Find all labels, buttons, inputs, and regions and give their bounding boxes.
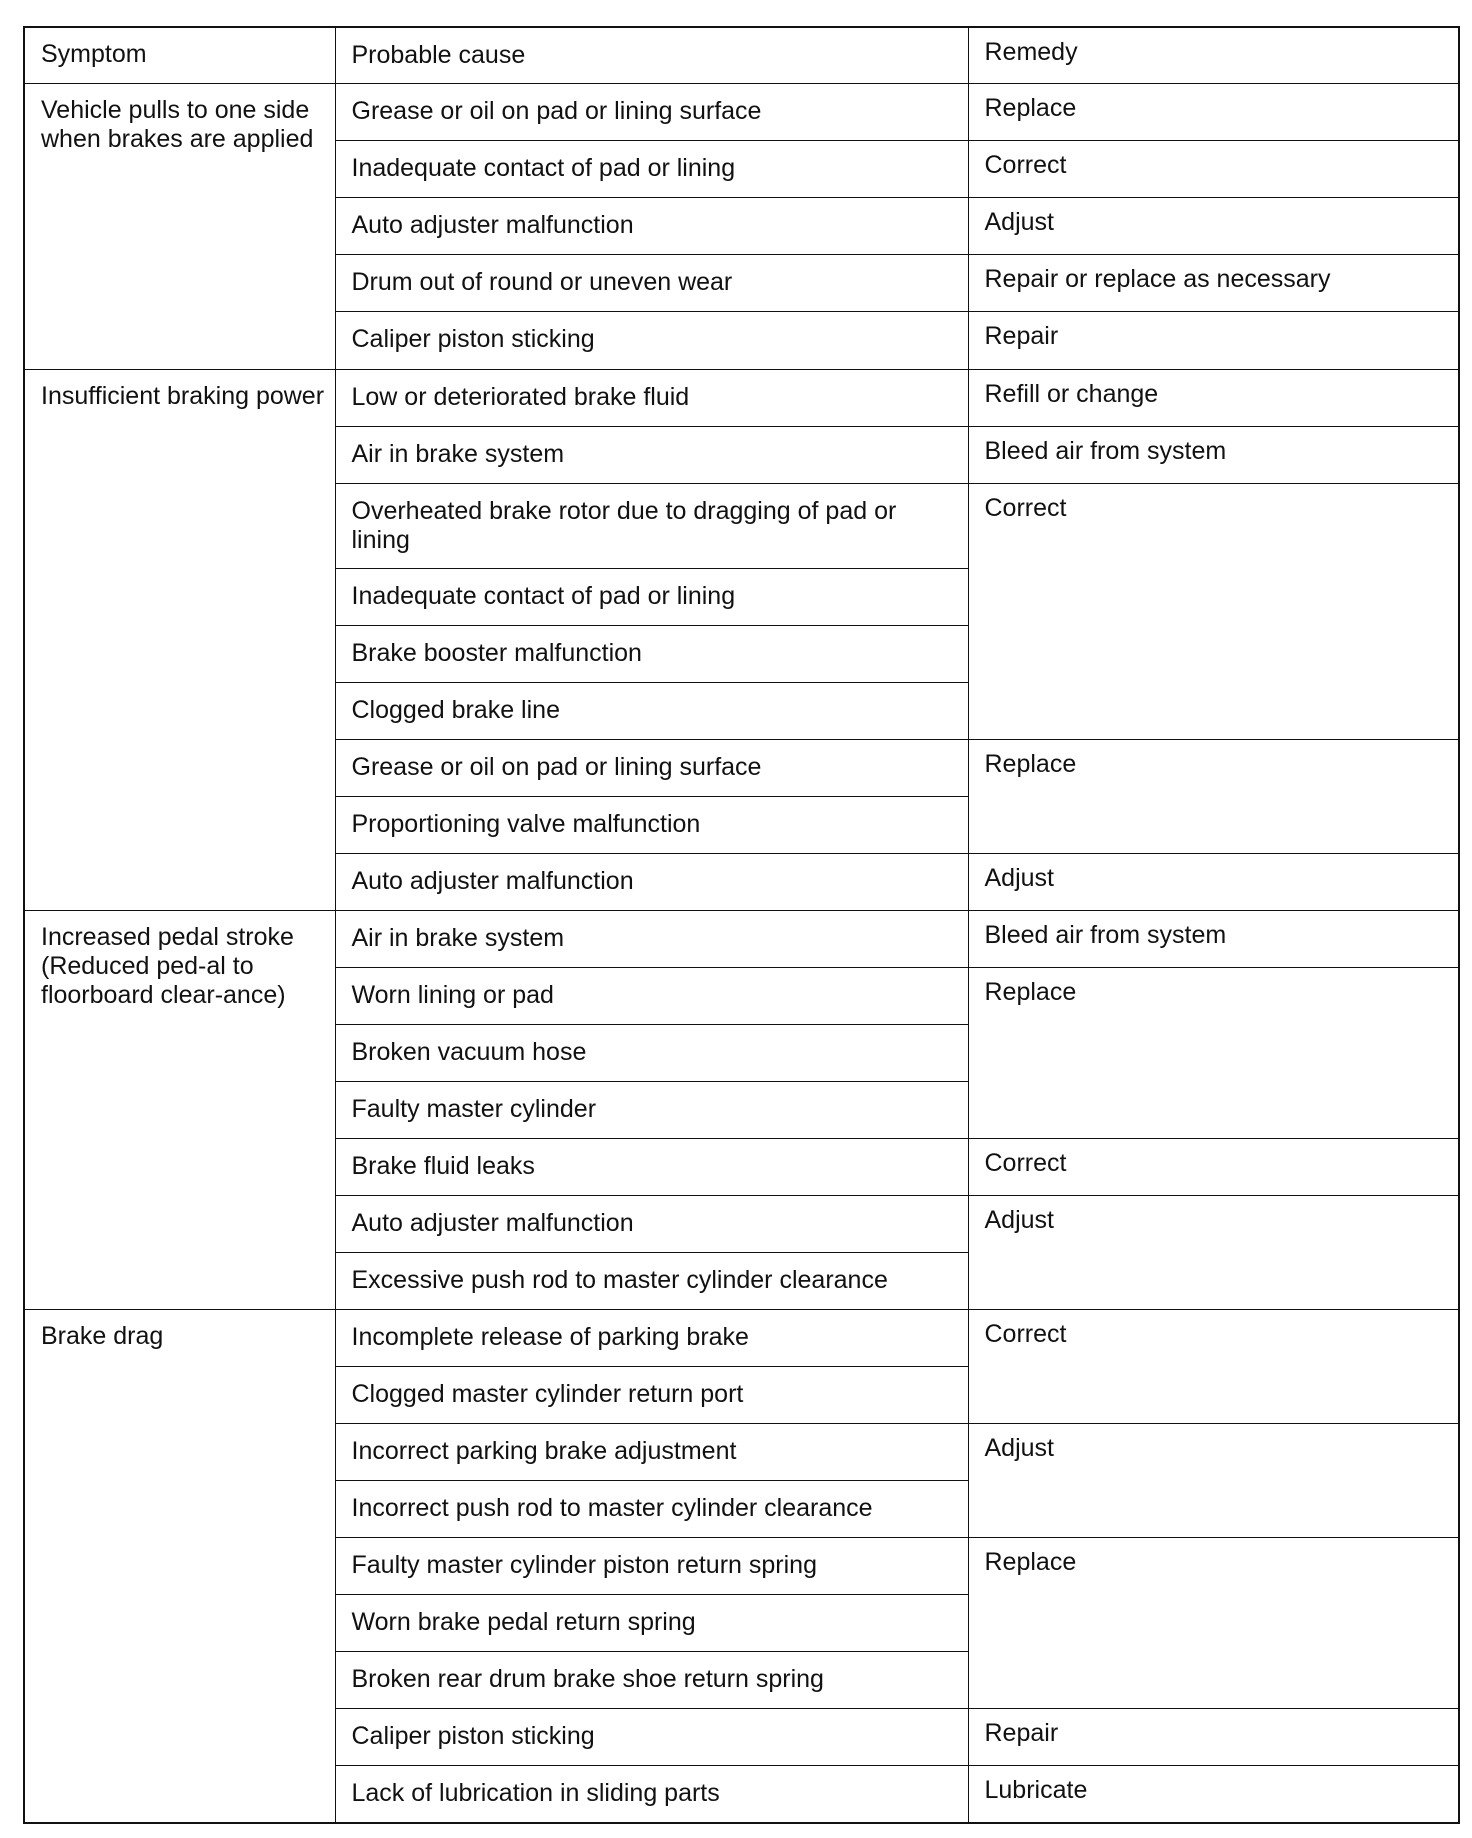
probable-cause-cell: Low or deteriorated brake fluid — [335, 369, 968, 426]
remedy-cell: Adjust — [968, 197, 1459, 254]
probable-cause-cell: Broken vacuum hose — [335, 1024, 968, 1081]
probable-cause-cell: Air in brake system — [335, 426, 968, 483]
probable-cause-cell: Clogged brake line — [335, 682, 968, 739]
table-row — [24, 1309, 1459, 1366]
probable-cause-cell: Worn brake pedal return spring — [335, 1594, 968, 1651]
probable-cause-cell: Auto adjuster malfunction — [335, 1195, 968, 1252]
symptom-cell: Vehicle pulls to one side when brakes are applied — [24, 83, 335, 369]
remedy-cell: Repair — [968, 311, 1459, 369]
probable-cause-cell: Grease or oil on pad or lining surface — [335, 739, 968, 796]
remedy-cell: Repair — [968, 1708, 1459, 1765]
remedy-cell: Refill or change — [968, 369, 1459, 426]
probable-cause-cell: Worn lining or pad — [335, 967, 968, 1024]
probable-cause-cell: Inadequate contact of pad or lining — [335, 568, 968, 625]
header-row — [24, 27, 1459, 83]
probable-cause-cell: Incorrect parking brake adjustment — [335, 1423, 968, 1480]
probable-cause-cell: Overheated brake rotor due to dragging of pad or lining — [335, 483, 968, 568]
remedy-cell: Correct — [968, 483, 1459, 739]
probable-cause-cell: Auto adjuster malfunction — [335, 853, 968, 910]
remedy-cell: Adjust — [968, 853, 1459, 910]
remedy-cell: Correct — [968, 140, 1459, 197]
probable-cause-cell: Inadequate contact of pad or lining — [335, 140, 968, 197]
probable-cause-cell: Incorrect push rod to master cylinder clearance — [335, 1480, 968, 1537]
probable-cause-cell: Caliper piston sticking — [335, 311, 968, 369]
remedy-cell: Bleed air from system — [968, 426, 1459, 483]
probable-cause-cell: Faulty master cylinder piston return spring — [335, 1537, 968, 1594]
probable-cause-cell: Air in brake system — [335, 910, 968, 967]
header-symptom: Symptom — [24, 27, 335, 83]
probable-cause-cell: Excessive push rod to master cylinder clearance — [335, 1252, 968, 1309]
remedy-cell: Lubricate — [968, 1765, 1459, 1823]
probable-cause-cell: Grease or oil on pad or lining surface — [335, 83, 968, 140]
remedy-cell: Adjust — [968, 1195, 1459, 1309]
probable-cause-cell: Lack of lubrication in sliding parts — [335, 1765, 968, 1823]
table-row — [24, 83, 1459, 140]
probable-cause-cell: Brake booster malfunction — [335, 625, 968, 682]
remedy-cell: Bleed air from system — [968, 910, 1459, 967]
probable-cause-cell: Clogged master cylinder return port — [335, 1366, 968, 1423]
symptom-cell: Insufficient braking power — [24, 369, 335, 910]
remedy-cell: Replace — [968, 1537, 1459, 1708]
table-body — [24, 27, 1459, 1823]
remedy-cell: Replace — [968, 83, 1459, 140]
table-row — [24, 910, 1459, 967]
header-remedy: Remedy — [968, 27, 1459, 83]
probable-cause-cell: Proportioning valve malfunction — [335, 796, 968, 853]
probable-cause-cell: Auto adjuster malfunction — [335, 197, 968, 254]
remedy-cell: Correct — [968, 1138, 1459, 1195]
remedy-cell: Replace — [968, 739, 1459, 853]
probable-cause-cell: Drum out of round or uneven wear — [335, 254, 968, 311]
probable-cause-cell: Brake fluid leaks — [335, 1138, 968, 1195]
remedy-cell: Replace — [968, 967, 1459, 1138]
symptom-cell: Increased pedal stroke (Reduced ped-al to floorboard clear-ance) — [24, 910, 335, 1309]
probable-cause-cell: Incomplete release of parking brake — [335, 1309, 968, 1366]
probable-cause-cell: Faulty master cylinder — [335, 1081, 968, 1138]
symptom-cell: Brake drag — [24, 1309, 335, 1823]
header-probable-cause: Probable cause — [335, 27, 968, 83]
brake-troubleshooting-table — [23, 26, 1460, 1824]
table-row — [24, 369, 1459, 426]
remedy-cell: Correct — [968, 1309, 1459, 1423]
remedy-cell: Adjust — [968, 1423, 1459, 1537]
remedy-cell: Repair or replace as necessary — [968, 254, 1459, 311]
probable-cause-cell: Broken rear drum brake shoe return spring — [335, 1651, 968, 1708]
probable-cause-cell: Caliper piston sticking — [335, 1708, 968, 1765]
